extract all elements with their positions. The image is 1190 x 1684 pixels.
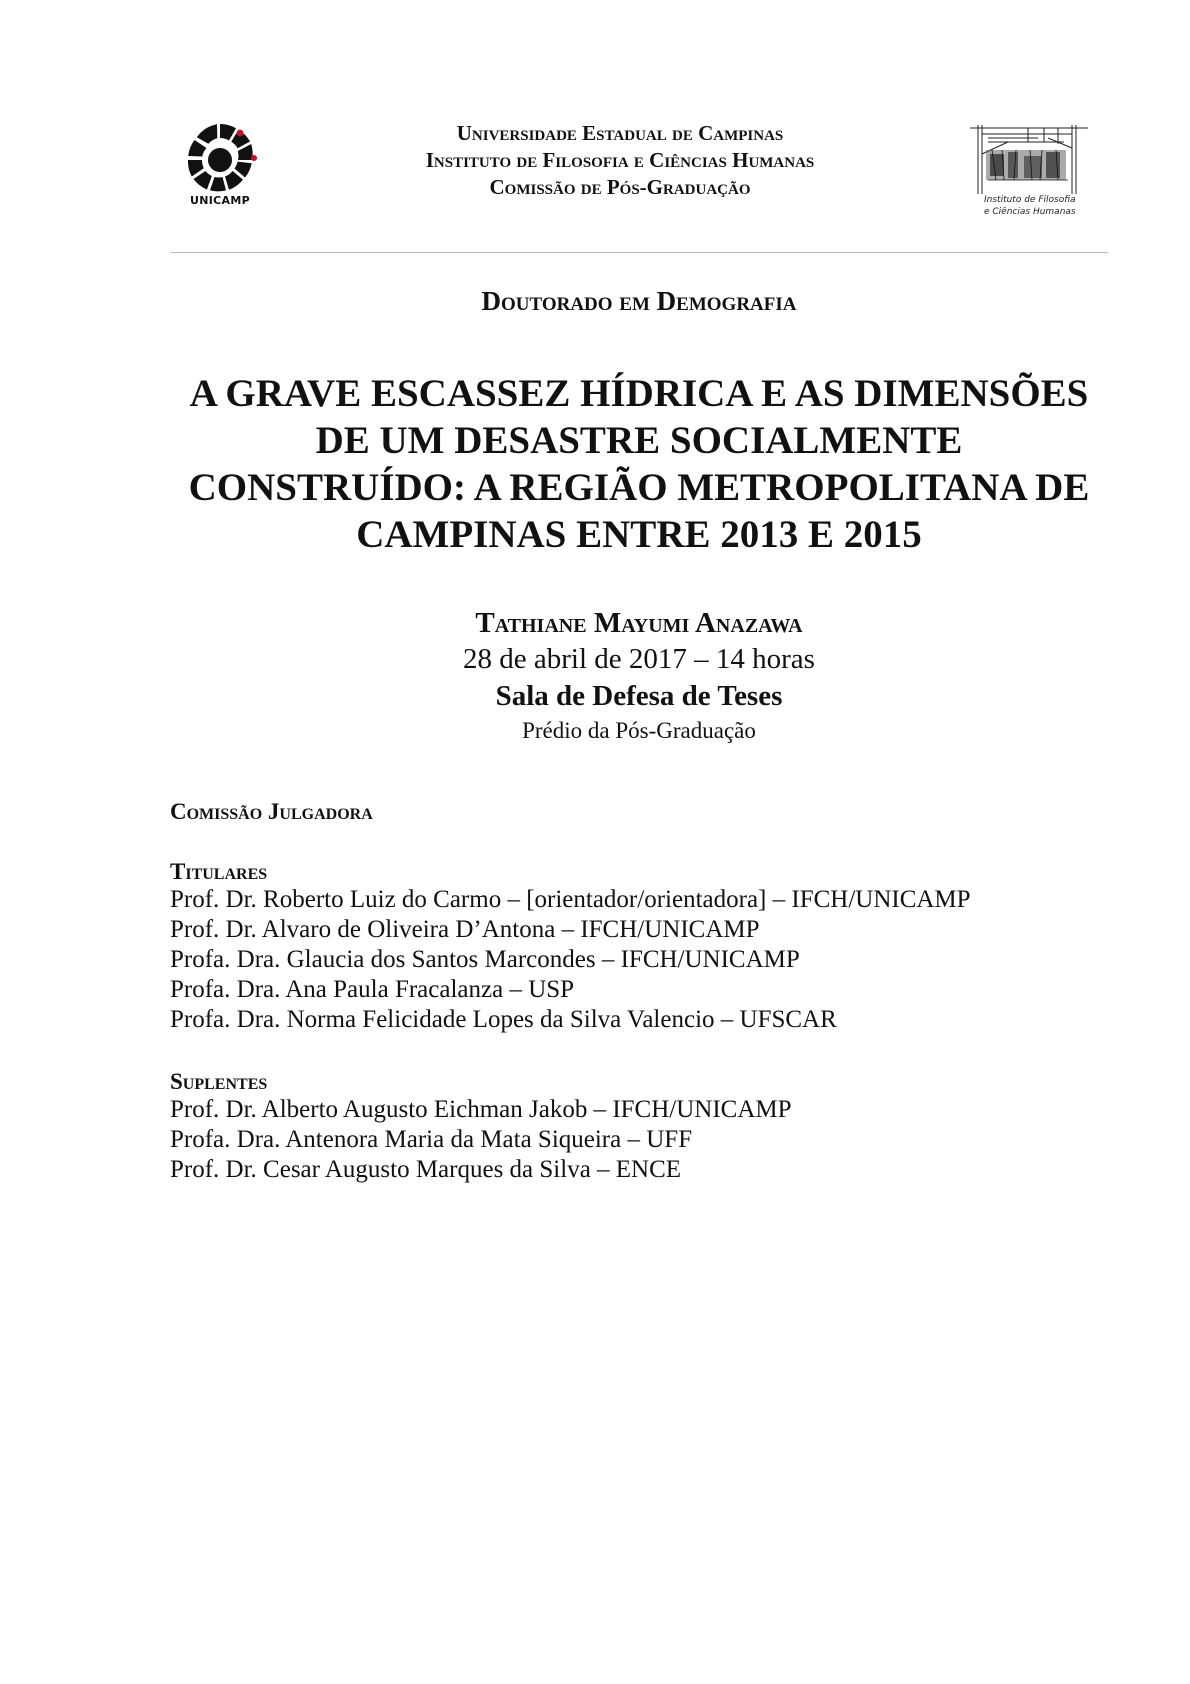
committee-member: Profa. Dra. Norma Felicidade Lopes da Silva Valencio – UFSCAR: [170, 1006, 837, 1033]
suplentes-list: [170, 1095, 1070, 1185]
defense-room: Sala de Defesa de Teses: [495, 680, 783, 712]
header-divider: [170, 252, 1108, 253]
thesis-title-line: A GRAVE ESCASSEZ HÍDRICA E AS DIMENSÕES: [189, 372, 1089, 415]
thesis-title-line: CAMPINAS ENTRE 2013 E 2015: [356, 513, 922, 556]
thesis-title-line: CONSTRUÍDO: A REGIÃO METROPOLITANA DE: [188, 466, 1090, 509]
ifch-caption-line: e Ciências Humanas: [984, 207, 1076, 217]
committee-member: Profa. Dra. Ana Paula Fracalanza – USP: [170, 976, 575, 1003]
institute-name: Instituto de Filosofia e Ciências Humanas: [425, 148, 815, 172]
committee-member: Prof. Dr. Cesar Augusto Marques da Silva – ENCE: [170, 1156, 682, 1183]
suplentes-heading: Suplentes: [170, 1069, 268, 1094]
commission-name: Comissão de Pós-Graduação: [489, 175, 751, 199]
building-sketch-icon: [968, 124, 1090, 196]
thesis-title: [165, 370, 1113, 558]
committee-heading: Comissão Julgadora: [170, 799, 373, 824]
unicamp-logo-icon: [180, 120, 260, 212]
university-name: Universidade Estadual de Campinas: [456, 121, 784, 145]
ifch-building-logo-icon: [968, 124, 1090, 226]
defense-building: Prédio da Pós-Graduação: [522, 718, 756, 743]
committee-member: Profa. Dra. Glaucia dos Santos Marcondes – IFCH/UNICAMP: [170, 946, 800, 973]
thesis-title-line: DE UM DESASTRE SOCIALMENTE: [315, 419, 963, 462]
committee-member: Profa. Dra. Antenora Maria da Mata Siqueira – UFF: [170, 1126, 693, 1153]
committee-member: Prof. Dr. Alvaro de Oliveira D’Antona – IFCH/UNICAMP: [170, 916, 760, 943]
ifch-logo-caption: [984, 194, 1084, 218]
unicamp-wordmark: UNICAMP: [190, 194, 250, 207]
titulares-heading: Titulares: [170, 859, 268, 884]
committee-member: Prof. Dr. Roberto Luiz do Carmo – [orientador/orientadora] – IFCH/UNICAMP: [170, 886, 971, 913]
author-name: Tathiane Mayumi Anazawa: [475, 607, 803, 639]
defense-date: 28 de abril de 2017 – 14 horas: [463, 643, 815, 675]
ifch-caption-line: Instituto de Filosofia: [984, 195, 1076, 205]
program-name: Doutorado em Demografia: [481, 286, 797, 316]
titulares-list: [170, 885, 1070, 1035]
unicamp-emblem-icon: [180, 120, 260, 192]
committee-member: Prof. Dr. Alberto Augusto Eichman Jakob – IFCH/UNICAMP: [170, 1096, 792, 1123]
institution-header: [330, 120, 910, 201]
